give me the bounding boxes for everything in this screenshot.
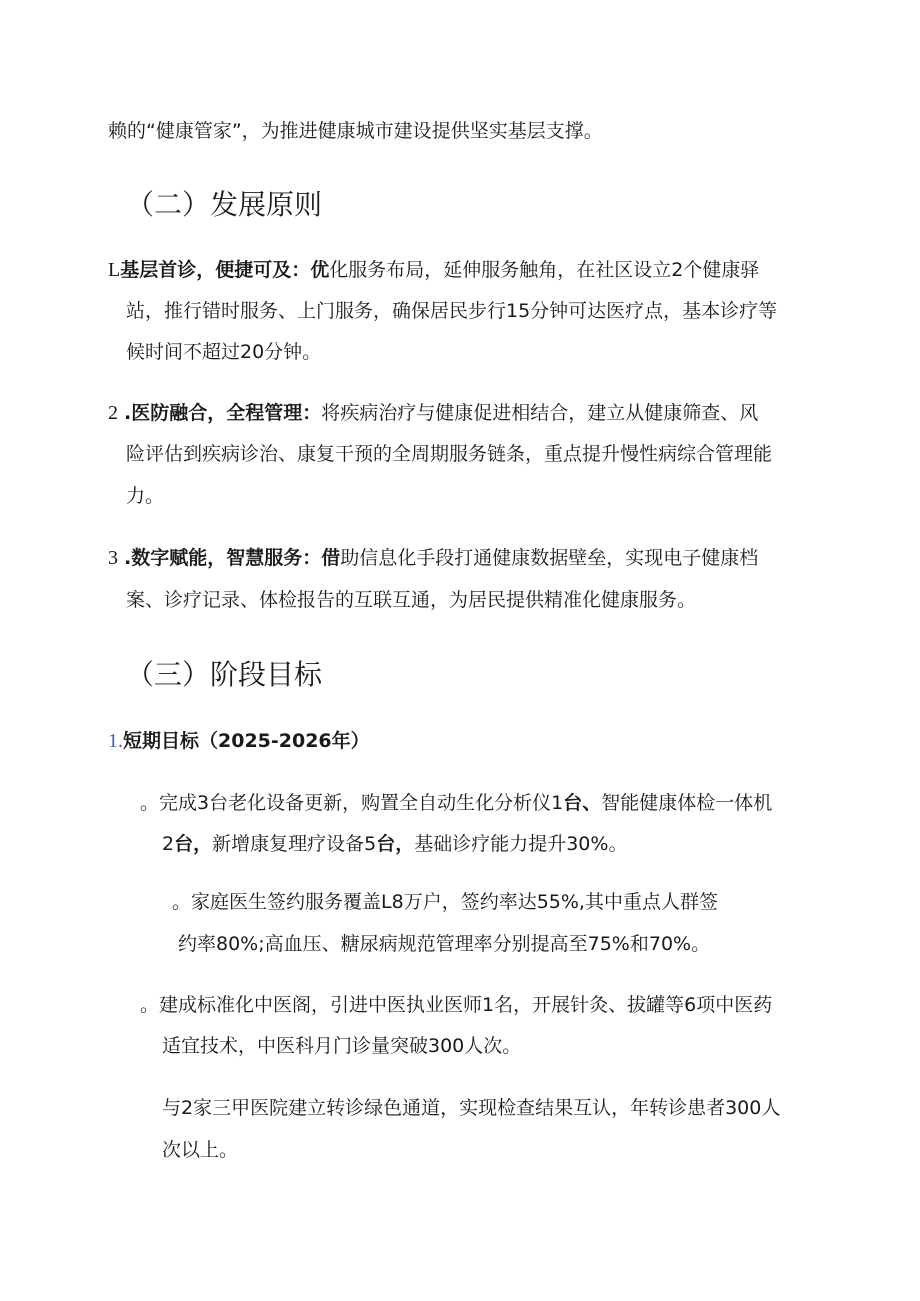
goal-bullet-1-bold-b: 台， — [174, 833, 213, 855]
bullet-mark: 。 — [172, 891, 192, 913]
goal-bullet-2-line-1 — [172, 882, 718, 922]
principle-1-line-2: 站，推行错时服务、上门服务，确保居民步行15分钟可达医疗点，基本诊疗等 — [126, 300, 778, 322]
principle-2-line-3: 力。 — [126, 485, 165, 507]
goal-bullet-3-line-2: 适宜技术，中医科月门诊量突破300人次。 — [162, 1035, 522, 1057]
goal-bullet-1-bold-c: 台， — [376, 833, 415, 855]
goal-bullet-3-line-1 — [140, 985, 772, 1025]
principle-1-text-1: 化服务布局，延伸服务触角，在社区设立2个健康驿 — [329, 259, 760, 281]
short-term-goal-title — [108, 721, 370, 761]
principle-3-number: 3 — [108, 547, 118, 569]
principle-1-line-3: 候时间不超过20分钟。 — [126, 341, 322, 363]
section-heading-goals: （三）阶段目标 — [126, 658, 323, 691]
goal-bullet-1-bold-a: 台、 — [563, 792, 602, 814]
bullet-mark: 。 — [140, 994, 160, 1016]
short-term-goal-label: 短期目标（2025-2026年） — [123, 730, 370, 752]
principle-3-title: .数字赋能，智慧服务：借 — [124, 547, 341, 569]
goal-bullet-3-text-1: 建成标准化中医阁，引进中医执业医师1名，开展针灸、拔罐等6项中医药 — [159, 994, 773, 1016]
goal-bullet-1-text-c: 2 — [162, 833, 175, 855]
principle-2-line-2: 险评估到疾病诊治、康复干预的全周期服务链条，重点提升慢性病综合管理能 — [126, 443, 773, 465]
section-heading-principles: （二）发展原则 — [126, 188, 323, 221]
principle-2-title: .医防融合，全程管理： — [124, 402, 322, 424]
referral-line-1: 与2家三甲医院建立转诊绿色通道，实现检查结果互认，年转诊患者300人 — [162, 1097, 781, 1119]
goal-bullet-1-text-a: 完成3台老化设备更新，购置全自动生化分析仪1 — [159, 792, 564, 814]
intro-line: 赖的“健康管家”，为推进健康城市建设提供坚实基层支撑。 — [108, 120, 603, 142]
principle-1-title: 基层首诊，便捷可及：优 — [120, 259, 330, 281]
goal-bullet-2-text-1: 家庭医生签约服务覆盖L8万户，签约率达55%,其中重点人群签 — [191, 891, 718, 913]
principle-3-line-1 — [108, 538, 758, 578]
goal-bullet-1-text-b: 智能健康体检一体机 — [601, 792, 773, 814]
principle-3-line-2: 案、诊疗记录、体检报告的互联互通，为居民提供精准化健康服务。 — [126, 589, 697, 611]
goal-bullet-1-text-e: 基础诊疗能力提升30%。 — [414, 833, 628, 855]
goal-bullet-2-line-2: 约率80%;高血压、糖尿病规范管理率分别提高至75%和70%。 — [178, 933, 711, 955]
goal-bullet-1-text-d: 新增康复理疗设备5 — [212, 833, 377, 855]
principle-2-number: 2 — [108, 402, 118, 424]
principle-1-line-1 — [108, 250, 759, 290]
goal-bullet-1-line-1 — [140, 783, 772, 823]
principle-1-number: L — [108, 259, 121, 281]
referral-line-2: 次以上。 — [162, 1139, 239, 1161]
principle-2-text-1: 将疾病治疗与健康促进相结合，建立从健康筛查、风 — [321, 402, 759, 424]
bullet-mark: 。 — [140, 792, 160, 814]
principle-3-text-1: 助信息化手段打通健康数据壁垒，实现电子健康档 — [340, 547, 759, 569]
goal-bullet-1-line-2 — [162, 824, 627, 864]
principle-2-line-1 — [108, 393, 758, 433]
short-term-goal-number: 1. — [108, 730, 123, 752]
